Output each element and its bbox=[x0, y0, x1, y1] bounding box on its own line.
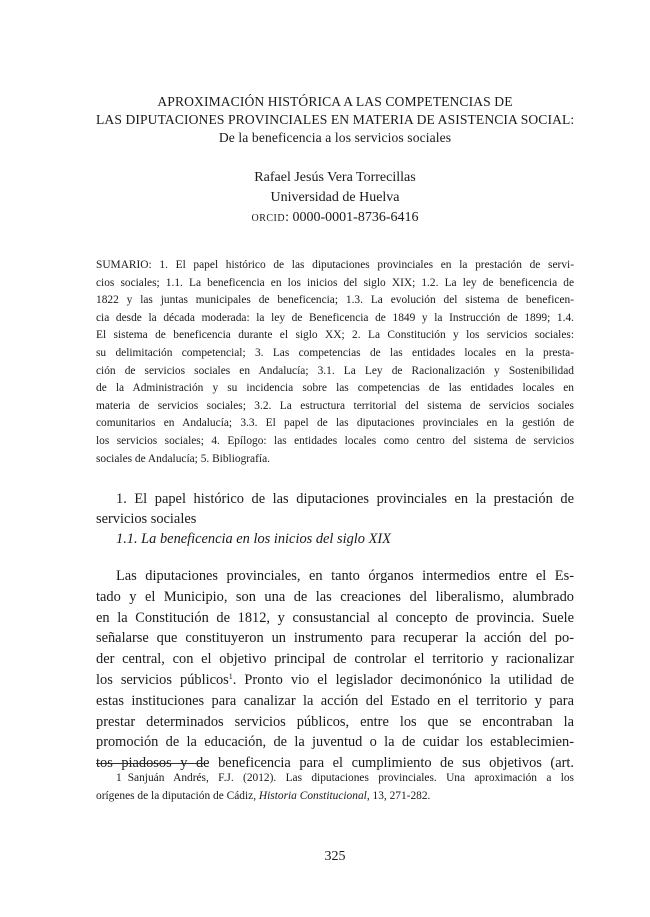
summary-line: de la Administración y su incidencia sobre las competencias de las entidades locales en bbox=[96, 382, 574, 395]
body-line: en la Constitución de 1812, y consustancial al concepto de provincia. Suele bbox=[96, 609, 574, 626]
section-heading bbox=[96, 489, 574, 549]
author-block bbox=[96, 168, 574, 229]
body-line: estas instituciones para canalizar la acción del Estado en el territorio y para bbox=[96, 692, 574, 709]
summary-line: sociales de Andalucía; 5. Bibliografía. bbox=[96, 452, 270, 465]
summary-line: cia desde la década moderada: la ley de Beneficencia de 1849 y la Instrucción de 1899; 1.4. bbox=[96, 311, 574, 324]
body-line-text: . Pronto vio el legislador decimonónico la utilidad de bbox=[232, 671, 574, 688]
title-line-1: APROXIMACIÓN HISTÓRICA A LAS COMPETENCIAS DE bbox=[157, 94, 513, 109]
page-number: 325 bbox=[324, 849, 346, 864]
subsection-heading: 1.1. La beneficencia en los inicios del siglo XIX bbox=[116, 531, 391, 547]
author-name: Rafael Jesús Vera Torrecillas bbox=[254, 170, 416, 185]
section-heading-line-2: servicios sociales bbox=[96, 511, 197, 527]
author-orcid bbox=[96, 208, 574, 229]
body-line: prestar determinados servicios públicos, entre los que se encontraban la bbox=[96, 713, 574, 730]
summary-line: ción de servicios sociales en Andalucía; 3.1. La Ley de Racionalización y Sostenibilidad bbox=[96, 364, 574, 377]
title-line-2: LAS DIPUTACIONES PROVINCIALES EN MATERIA DE ASISTENCIA SOCIAL: bbox=[96, 112, 575, 127]
footnote-text: , 13, 271-282. bbox=[366, 789, 431, 802]
summary-line: comunitarios en Andalucía; 3.3. El papel de las diputaciones provinciales en la gestión de bbox=[96, 417, 574, 430]
section-heading-line-1: 1. El papel histórico de las diputaciones provinciales en la prestación de bbox=[116, 491, 574, 507]
body-paragraph bbox=[96, 566, 574, 774]
orcid-value: : 0000-0001-8736-6416 bbox=[285, 210, 419, 225]
body-line: Las diputaciones provinciales, en tanto órganos intermedios entre el Es- bbox=[116, 568, 574, 584]
summary-line: materia de servicios sociales; 3.2. La estructura territorial del sistema de servicios sociales bbox=[96, 399, 574, 412]
summary-line: El sistema de beneficencia durante el siglo XX; 2. La Constitución y los servicios sociales: bbox=[96, 329, 574, 342]
title-subtitle: De la beneficencia a los servicios sociales bbox=[218, 130, 452, 145]
footnote-text: Sanjuán Andrés, F.J. (2012). Las diputaciones provinciales. Una aproximación a los bbox=[127, 772, 574, 784]
body-line-text: los servicios públicos bbox=[96, 671, 229, 688]
orcid-label: ORCID bbox=[251, 213, 286, 224]
summary-line: los servicios sociales; 4. Epílogo: las entidades locales como centro del sistema de servicios bbox=[96, 434, 574, 447]
footnote-reference[interactable]: 1 bbox=[228, 671, 233, 681]
author-affiliation: Universidad de Huelva bbox=[270, 190, 400, 205]
body-line: tos piadosos y de beneficencia para el cumplimiento de sus objetivos (art. bbox=[96, 755, 574, 772]
footnote-divider bbox=[96, 763, 208, 764]
footnote-text: orígenes de la diputación de Cádiz, bbox=[96, 789, 259, 802]
body-line bbox=[96, 670, 574, 691]
summary-block bbox=[96, 257, 574, 468]
summary-line: cios sociales; 1.1. La beneficencia en los inicios del siglo XIX; 1.2. La ley de beneficencia de bbox=[96, 276, 574, 289]
chapter-title bbox=[96, 93, 574, 147]
body-line: señalarse que constituyeron un instrumento para recuperar la acción del po- bbox=[96, 630, 574, 647]
summary-line: SUMARIO: 1. El papel histórico de las diputaciones provinciales en la prestación de servi- bbox=[96, 259, 574, 271]
book-page bbox=[96, 0, 574, 917]
body-line: promoción de la educación, de la juventud o la de cuidar los establecimien- bbox=[96, 734, 574, 751]
footnote-number: 1 bbox=[116, 772, 122, 784]
body-line: der central, con el objetivo principal de controlar el territorio y racionalizar bbox=[96, 651, 574, 668]
footnote bbox=[96, 770, 574, 805]
footnote-line-1 bbox=[96, 770, 574, 788]
summary-line: su delimitación competencial; 3. Las competencias de las entidades locales en la presta- bbox=[96, 346, 574, 359]
footnote-journal: Historia Constitucional bbox=[258, 789, 367, 802]
body-line: tado y el Municipio, son una de las creaciones del liberalismo, alumbrado bbox=[96, 588, 574, 605]
footnote-line-2 bbox=[96, 788, 574, 806]
summary-line: 1822 y las juntas municipales de beneficencia; 1.3. La evolución del sistema de beneficen- bbox=[96, 294, 574, 307]
